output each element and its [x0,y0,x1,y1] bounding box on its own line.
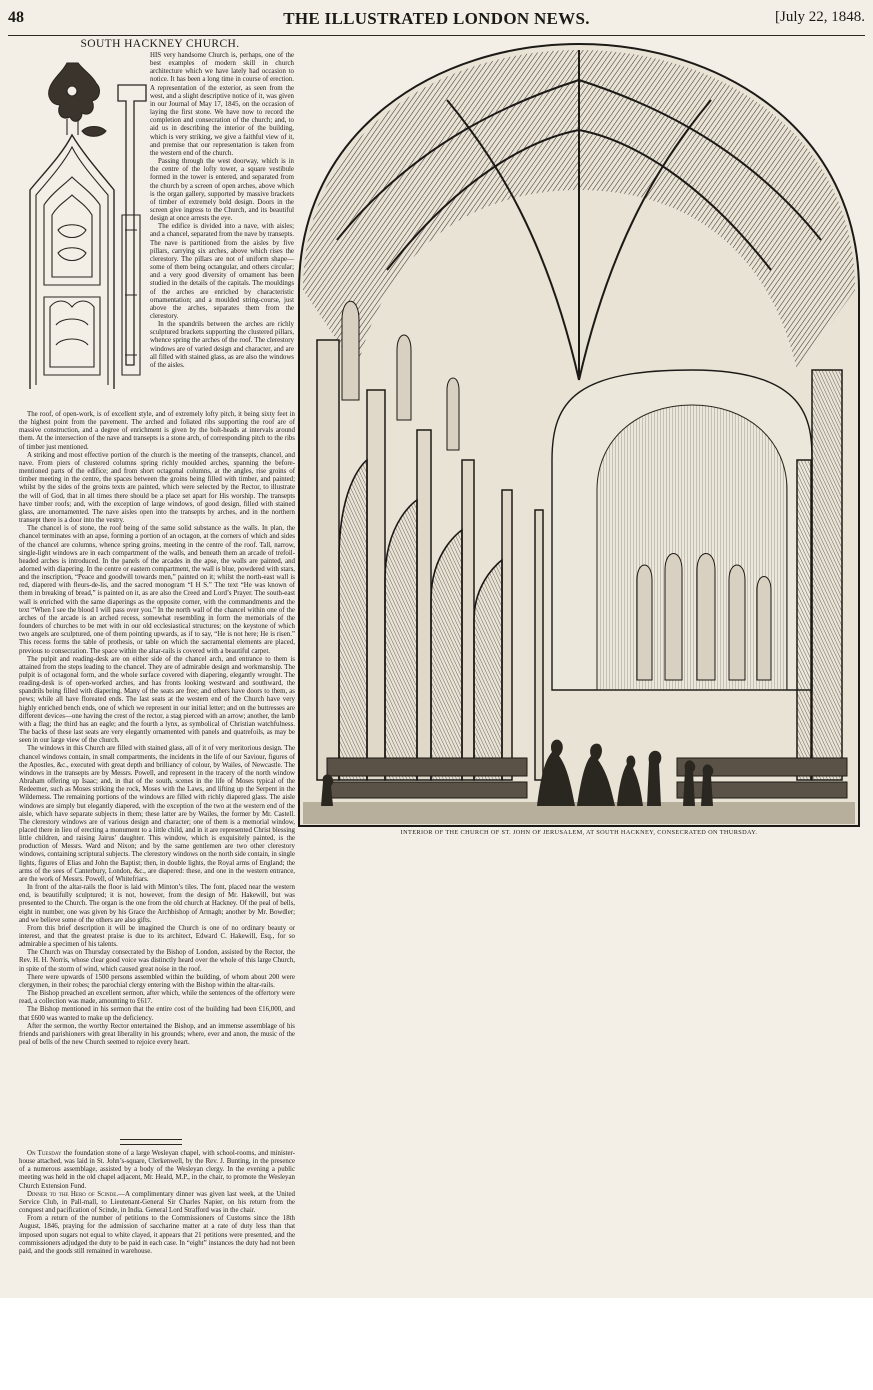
article-paragraph: From this brief description it will be imagined the Church is one of no ordinary beauty or interest, and that the greatest praise is due to its architect, Edward C. Hakewill, Esq., for so admirable a specimen of his talents. [19,924,295,949]
article-paragraph: In front of the altar-rails the floor is laid with Minton’s tiles. The font, placed near the western end, is beautifully sculptured; it is not, however, from the design of Mr. Hakewill, but was presented to the Church. The organ is the one from the old church at Hackney. Of the peal of bells, eight in number, one was given by his Grace the Archbishop of Armagh; another by Mr. Bowdler; and we believe some of the others are also gifts. [19,884,295,924]
news-note-body: —A complimentary dinner was given last week, at the United Service Club, in Pall-mall, to Lieutenant-General Sir Charles Napier, on his return from the conquest and pacification of Scinde, in India. General Lord Strafford was in the chair. [19,1190,295,1215]
article-body-column [19,411,295,1047]
church-interior-engraving [297,40,861,828]
newspaper-title: THE ILLUSTRATED LONDON NEWS. [283,9,590,28]
article-paragraph: The edifice is divided into a nave, with aisles; and a chancel, separated from the nave by transepts. The nave is partitioned from the aisles by five pillars, carrying six arches, above which rises the clerestory. The pillars are not of uniform shape—some of them being octangular, and others circular; and a very good diversity of ornament has been studied in the details of the capitals. The mouldings of the arches are enriched by characteristic ornamentation; and a moulded string-course, just above the arches, separates them from the clerestory. [150,223,294,320]
article-paragraph: There were upwards of 1500 persons assembled within the building, of whom about 200 were clergymen, in their robes; the parochial clergy entering with the Bishop within the altar-rails. [19,973,295,989]
masthead [8,9,865,35]
article-intro-column [150,52,294,370]
article-paragraph: Passing through the west doorway, which is in the centre of the lofty tower, a square vestibule formed in the tower is entered, and separated from the church by a screen of open arches, above which is the organ gallery, supported by massive brackets of timber of extremely bold design. Doors in the screen give ingress to the Church, and its beautiful design at once arrests the eye. [150,158,294,223]
news-note-lead: Dinner to the Hero of Scinde. [27,1190,119,1198]
illustration-caption: INTERIOR OF THE CHURCH OF ST. JOHN OF JERUSALEM, AT SOUTH HACKNEY, CONSECRATED ON THURSDAY. [400,829,758,836]
section-divider [120,1139,182,1145]
article-paragraph: The pulpit and reading-desk are on either side of the chancel arch, and entrance to them is attained from the steps leading to the chancel. They are of admirable design and workmanship. The pulpit is of octagonal form, and the whole surface covered with diapering, elegantly wrought. The reading-desk is of open-worked arches, and has fronts looking westward and southward, the spandrils being filled with diapering. Many of the seats are free; and others have doors to them, as pews; while all have floreated ends. The last seats at the western end of the Church have very highly enriched bench ends, one of which we represent in our initial letter; and on the buttresses are different devices—one having the crest of the rector, a stag pierced with an arrow; another, the lamb with a flag; the third has an eagle; and the fourth a lynx, as symbolical of Christian watchfulness. The backs of these last seats are very elegantly ornamented with panels and quatrefoils, as may be seen in our large view of the church. [19,655,295,745]
news-note [19,1150,295,1191]
article-paragraph: After the sermon, the worthy Rector entertained the Bishop, and an immense assemblage of his friends and parishioners with great liberality in his grounds; where, ever and anon, the music of the peal of bells of the new Church seemed to rejoice every heart. [19,1022,295,1047]
news-note-lead: On Tuesday [27,1150,62,1157]
masthead-rule [8,35,865,36]
article-paragraph: HIS very handsome Church is, perhaps, one of the best examples of modern skill in church architecture which we have lately had occasion to notice. It has been a long time in course of erection. A representation of the exterior, as seen from the west, and a slight descriptive notice of it, was given in our Journal of May 17, 1845, on the occasion of laying the first stone. We have now to record the completion and consecration of the church; and, to aid us in describing the interior of the building, which is very striking, we give a faithful view of it, and premise that our representation is taken from the western end of the church. [150,52,294,157]
article-paragraph: The Bishop mentioned in his sermon that the entire cost of the building had been £16,000, and that £600 was wanted to make up the deficiency. [19,1006,295,1022]
initial-letter-illustration [22,55,148,390]
article-paragraph: The roof, of open-work, is of excellent style, and of extremely lofty pitch, it being sixty feet in the highest point from the pavement. The arched and foliated ribs supporting the roof are of massive construction, and a degree of enrichment is given by the bolt-heads at intervals around them. At the intersection of the nave and transepts is a stone arch, of corresponding pitch to the ribs of timber just mentioned. [19,411,295,451]
news-note-body: the foundation stone of a large Wesleyan chapel, with school-rooms, and minister-house attached, was laid in St. John’s-square, Clerkenwell, by the Rev. J. Bunting, in the presence of a numerous assemblage, assisted by a body of the Wesleyan clergy. In the evening a public meeting was held in the old chapel adjacent, Mr. Heald, M.P., in the chair, to promote the Wesleyan Church Extension Fund. [19,1150,295,1190]
article-paragraph: The Bishop preached an excellent sermon, after which, while the sentences of the offertory were read, a collection was made, amounting to £617. [19,990,295,1006]
page-number: 48 [8,9,24,26]
news-note: From a return of the number of petitions to the Commissioners of Customs since the 18th August, 1846, praying for the admission of saccharine matter at a rate of duty less than that imposed upon sugars not equal to white clayed, it appears that 21 petitions were presented, and the commissioners adjudged the duty to be paid in each case. In “eight” instances the duty had not been paid, and the goods still remained in warehouse. [19,1215,295,1255]
article-paragraph: The windows in this Church are filled with stained glass, all of it of very meritorious design. The chancel windows contain, in small compartments, the incidents in the life of our Saviour, figures of the Apostles, &c., executed with great depth and brilliancy of colour, by Wailes, of Newcastle. The windows in the transepts are by Messrs. Powell, and represent in the tracery of the north window Abraham offering up Isaac; and, in that of the south, scenes in the life of Moses typical of the Redeemer, such as Moses striking the rock, Moses with the Laws, and lifting up the Serpent in the Wilderness. The remaining portions of the windows are filled with richly diapered glass. The aisle windows are simply but elegantly diapered, with the exception of the two at the western end of the aisle, which have separate subjects in them; these latter are by Wailes, the former by Mr. Castell. The clerestory windows are of various design and character; one of them is a memorial window, placed there in lieu of erecting a monument to a little child, and in it are represented Christ blessing little children, and raising Jairus’ daughter. This window, which is exquisitely painted, is the production of Messrs. Ward and Nixon; and by the same gentlemen are two other clerestory windows, containing scriptural subjects. The clerestory windows on the north side contain, in single lights, figures of Elias and John the Baptist; then, in double lights, the Royal arms of England; the arms of the sees of Canterbury, London, &c., are diapered: these, and one in the western entrance, are the work of Messrs. Powell, of Whitefriars. [19,745,295,883]
article-paragraph: A striking and most effective portion of the church is the meeting of the transepts, chancel, and nave. From piers of clustered columns spring richly moulded arches, spanning the before-mentioned parts of the edifice; and from short octagonal columns, at the angles, rise groins of timber meeting in the centre, the spaces between the groins being filled with timber, and painted; whilst by the sides of the groins texts are painted, which were selected by the Rector, to illustrate the will of God, that in all times there should be a place set apart for His worship. The transepts have timber roofs; and, with the exception of large windows, of good design, filled with stained glass, are unornamented. The nave aisles open into the transepts by arches, and in the northern transept there is a door into the vestry. [19,451,295,525]
issue-date: [July 22, 1848. [775,9,865,25]
article-paragraph: The Church was on Thursday consecrated by the Bishop of London, assisted by the Rector, the Rev. H. H. Norris, whose clear good voice was distinctly heard over the whole of this large Church, in spite of the storm of wind, which caused great noise in the roof. [19,949,295,973]
article-paragraph: In the spandrils between the arches are richly sculptured brackets supporting the clustered pillars, whence spring the arches of the roof. The clerestory windows are of varied design and character, and are all filled with stained glass, as are also the windows of the aisles. [150,321,294,369]
news-notes [19,1150,295,1256]
article-paragraph: The chancel is of stone, the roof being of the same solid substance as the walls. In plan, the chancel terminates with an apse, forming a portion of an octagon, at the corners of which and sides of the chancel are columns, whence spring groins, meeting in the centre of the roof. Tall, narrow, single-light windows are in each compartment of the walls, and beneath them an arcade of trefoil-headed arches is introduced. In the panels of the arcades in the apse, the walls are painted, and adorned with diapering. In the centre or eastern compartment, the wall is blue, powdered with stars, and the inscription, “Peace and goodwill towards men,” painted on it; whilst the north-east wall is red, diapered with fleurs-de-lis, and the sacred monogram “I H S.” The text “He was known of them in breaking of bread,” is painted on it, as are also the Creed and Lord’s Prayer. The south-east wall is enriched with the same diaperings as the opposite corner, with the commandments and the text “When I see the blood I will pass over you.” In the north wall of the chancel within one of the arches of the arcade is an arched recess, somewhat resembling in form the memorials of the founders of churches to be met with in our old ecclesiastical structures; on the keystone of which two angels are sculptured, one of them pointing upwards, as if to say, “He is not here; He is risen.” This recess forms the table of prothesis, or table on which the sacramental elements are placed, previous to consecration. The space within the altar-rails is covered with a beautiful carpet. [19,525,295,655]
article-heading: SOUTH HACKNEY CHURCH. [80,38,240,50]
news-note [19,1191,295,1215]
